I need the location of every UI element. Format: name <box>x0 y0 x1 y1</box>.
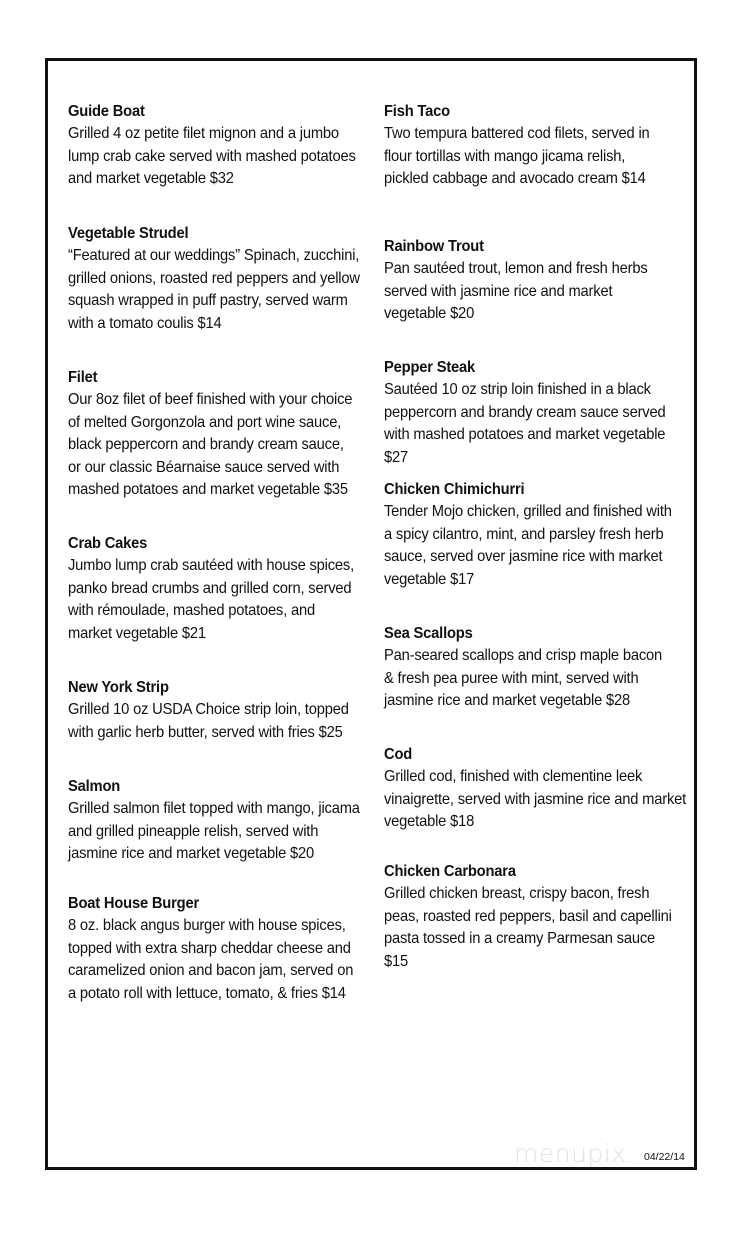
menu-item-name: New York Strip <box>68 679 169 696</box>
menu-item-description: Grilled cod, finished with clementine leek vinaigrette, served with jasmine rice and market vegetable $18 <box>384 768 687 831</box>
menu-item-name: Rainbow Trout <box>384 238 484 255</box>
menu-item-salmon <box>68 776 373 866</box>
menu-item-name: Vegetable Strudel <box>68 225 189 242</box>
menu-item-description: Pan sautéed trout, lemon and fresh herbs served with jasmine rice and market vegetable $20 <box>384 260 648 323</box>
menu-item-description: Two tempura battered cod filets, served in flour tortillas with mango jicama relish, pickled cabbage and avocado cream $14 <box>384 125 650 188</box>
menu-item-cod <box>384 744 689 834</box>
menu-item-vegetable-strudel <box>68 223 373 335</box>
menupix-watermark: menupix <box>514 1139 627 1168</box>
menu-item-description: “Featured at our weddings” Spinach, zucchini, grilled onions, roasted red peppers and yellow squash wrapped in puff pastry, served warm with a tomato coulis $14 <box>68 247 360 332</box>
menu-item-description: Grilled 10 oz USDA Choice strip loin, topped with garlic herb butter, served with fries $25 <box>68 701 349 741</box>
menu-item-crab-cakes <box>68 533 373 645</box>
menu-item-filet <box>68 367 373 502</box>
menu-item-name: Sea Scallops <box>384 625 473 642</box>
menu-item-description: Tender Mojo chicken, grilled and finished with a spicy cilantro, mint, and parsley fresh herb sauce, served over jasmine rice with market vegetable $17 <box>384 503 672 588</box>
menu-item-name: Boat House Burger <box>68 895 200 912</box>
menu-item-boat-house-burger <box>68 893 373 1005</box>
menu-item-fish-taco <box>384 101 689 191</box>
menu-item-name: Crab Cakes <box>68 535 148 552</box>
menu-item-name: Fish Taco <box>384 103 450 120</box>
menu-item-name: Chicken Chimichurri <box>384 481 525 498</box>
menu-item-guide-boat <box>68 101 373 191</box>
menu-item-name: Pepper Steak <box>384 359 476 376</box>
menu-item-description: Grilled salmon filet topped with mango, jicama and grilled pineapple relish, served with jasmine rice and market vegetable $20 <box>68 800 360 863</box>
menu-item-chicken-chimichurri <box>384 479 689 591</box>
menu-item-rainbow-trout <box>384 236 689 326</box>
menu-item-pepper-steak <box>384 357 689 469</box>
menu-item-sea-scallops <box>384 623 689 713</box>
menu-item-description: Jumbo lump crab sautéed with house spices, panko bread crumbs and grilled corn, served with rémoulade, mashed potatoes, and market vegetable $21 <box>68 557 355 642</box>
menu-item-description: Grilled 4 oz petite filet mignon and a jumbo lump crab cake served with mashed potatoes and market vegetable $32 <box>68 125 356 188</box>
menu-item-description: Our 8oz filet of beef finished with your choice of melted Gorgonzola and port wine sauce, black peppercorn and brandy cream sauce, or our classic Béarnaise sauce served with mashed potatoes and market vegetable $35 <box>68 391 353 499</box>
menu-item-name: Salmon <box>68 778 121 795</box>
menu-item-chicken-carbonara <box>384 861 689 973</box>
menu-item-description: Grilled chicken breast, crispy bacon, fresh peas, roasted red peppers, basil and capellini pasta tossed in a creamy Parmesan sauce $15 <box>384 885 672 970</box>
menu-item-description: Pan-seared scallops and crisp maple bacon & fresh pea puree with mint, served with jasmine rice and market vegetable $28 <box>384 647 663 710</box>
menu-item-name: Guide Boat <box>68 103 145 120</box>
menu-item-description: 8 oz. black angus burger with house spices, topped with extra sharp cheddar cheese and caramelized onion and bacon jam, served on a potato roll with lettuce, tomato, & fries $14 <box>68 917 354 1002</box>
menu-item-name: Filet <box>68 369 98 386</box>
menu-item-name: Cod <box>384 746 413 763</box>
menu-item-name: Chicken Carbonara <box>384 863 516 880</box>
menu-item-description: Sautéed 10 oz strip loin finished in a black peppercorn and brandy cream sauce served with mashed potatoes and market vegetable $27 <box>384 381 666 466</box>
menu-item-new-york-strip <box>68 677 373 744</box>
menu-date: 04/22/14 <box>644 1151 685 1163</box>
